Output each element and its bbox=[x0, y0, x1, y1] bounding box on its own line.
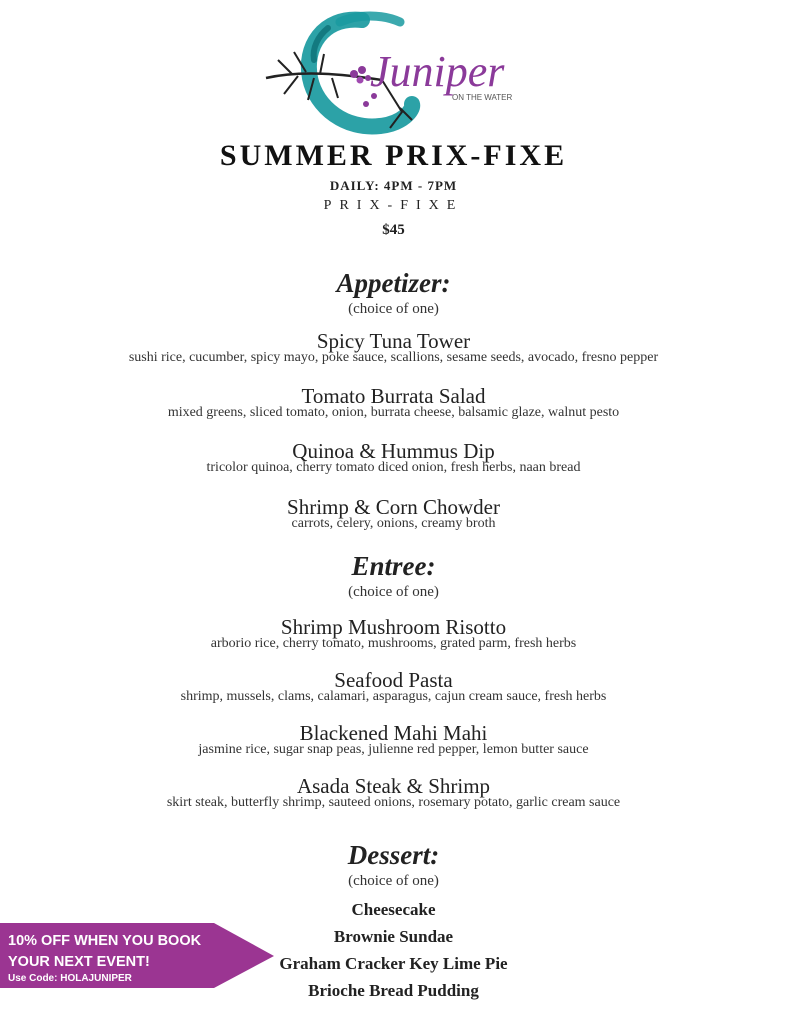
course-title: Entree: bbox=[351, 551, 436, 581]
dessert-brownie-sundae: Brownie Sundae bbox=[333, 927, 454, 946]
dessert-cheesecake: Cheesecake bbox=[351, 900, 436, 919]
juniper-logo bbox=[262, 8, 532, 138]
dish-shrimp-mushroom-risotto bbox=[0, 616, 787, 652]
dish-name: Asada Steak & Shrimp bbox=[296, 774, 491, 798]
dish-seafood-pasta bbox=[0, 669, 787, 705]
dish-name: Spicy Tuna Tower bbox=[316, 329, 471, 353]
dish-shrimp-corn-chowder bbox=[0, 496, 787, 532]
dish-description: sushi rice, cucumber, spicy mayo, poke sauce, scallions, sesame seeds, avocado, fresno pepper bbox=[128, 350, 659, 365]
course-appetizer bbox=[0, 268, 787, 318]
promo-banner[interactable] bbox=[0, 923, 276, 988]
promo-text bbox=[8, 931, 201, 985]
course-title: Dessert: bbox=[347, 840, 440, 870]
dish-name: Blackened Mahi Mahi bbox=[299, 721, 488, 745]
dish-description: arborio rice, cherry tomato, mushrooms, grated parm, fresh herbs bbox=[210, 636, 577, 651]
dish-description: shrimp, mussels, clams, calamari, asparagus, cajun cream sauce, fresh herbs bbox=[180, 689, 607, 704]
dish-description: jasmine rice, sugar snap peas, julienne red pepper, lemon butter sauce bbox=[198, 742, 589, 757]
promo-line-1: 10% OFF WHEN YOU BOOK bbox=[8, 933, 202, 949]
dish-spicy-tuna-tower bbox=[0, 330, 787, 366]
course-title: Appetizer: bbox=[336, 268, 451, 298]
dish-tomato-burrata-salad bbox=[0, 385, 787, 421]
course-note: (choice of one) bbox=[348, 301, 439, 317]
dessert-bread-pudding: Brioche Bread Pudding bbox=[308, 981, 479, 1000]
dish-name: Shrimp Mushroom Risotto bbox=[280, 615, 507, 639]
course-note: (choice of one) bbox=[348, 873, 439, 889]
menu-header bbox=[0, 138, 787, 240]
menu-title: SUMMER PRIX-FIXE bbox=[219, 139, 568, 172]
dish-description: carrots, celery, onions, creamy broth bbox=[291, 516, 496, 531]
dish-description: mixed greens, sliced tomato, onion, burrata cheese, balsamic glaze, walnut pesto bbox=[167, 405, 620, 420]
dish-quinoa-hummus-dip bbox=[0, 440, 787, 476]
menu-price: $45 bbox=[382, 222, 405, 238]
dish-name: Seafood Pasta bbox=[334, 668, 453, 692]
menu-subtitle: PRIX-FIXE bbox=[323, 198, 464, 213]
promo-code: Use Code: HOLAJUNIPER bbox=[8, 973, 132, 984]
dish-blackened-mahi-mahi bbox=[0, 722, 787, 758]
menu-hours: DAILY: 4PM - 7PM bbox=[329, 178, 458, 193]
dish-description: tricolor quinoa, cherry tomato diced onion, fresh herbs, naan bread bbox=[206, 460, 581, 475]
course-entree bbox=[0, 551, 787, 601]
dish-name: Quinoa & Hummus Dip bbox=[292, 439, 495, 463]
course-dessert bbox=[0, 840, 787, 890]
dish-name: Tomato Burrata Salad bbox=[301, 384, 486, 408]
course-note: (choice of one) bbox=[348, 584, 439, 600]
promo-line-2: YOUR NEXT EVENT! bbox=[8, 954, 150, 970]
brand-name: Juniper bbox=[370, 47, 505, 96]
brand-tagline: ON THE WATER bbox=[452, 93, 513, 102]
dessert-key-lime-pie: Graham Cracker Key Lime Pie bbox=[279, 954, 508, 973]
dish-description: skirt steak, butterfly shrimp, sauteed onions, rosemary potato, garlic cream sauce bbox=[166, 795, 621, 810]
logo-mark-icon bbox=[262, 8, 532, 138]
dish-asada-steak-shrimp bbox=[0, 775, 787, 811]
dish-name: Shrimp & Corn Chowder bbox=[287, 495, 500, 519]
